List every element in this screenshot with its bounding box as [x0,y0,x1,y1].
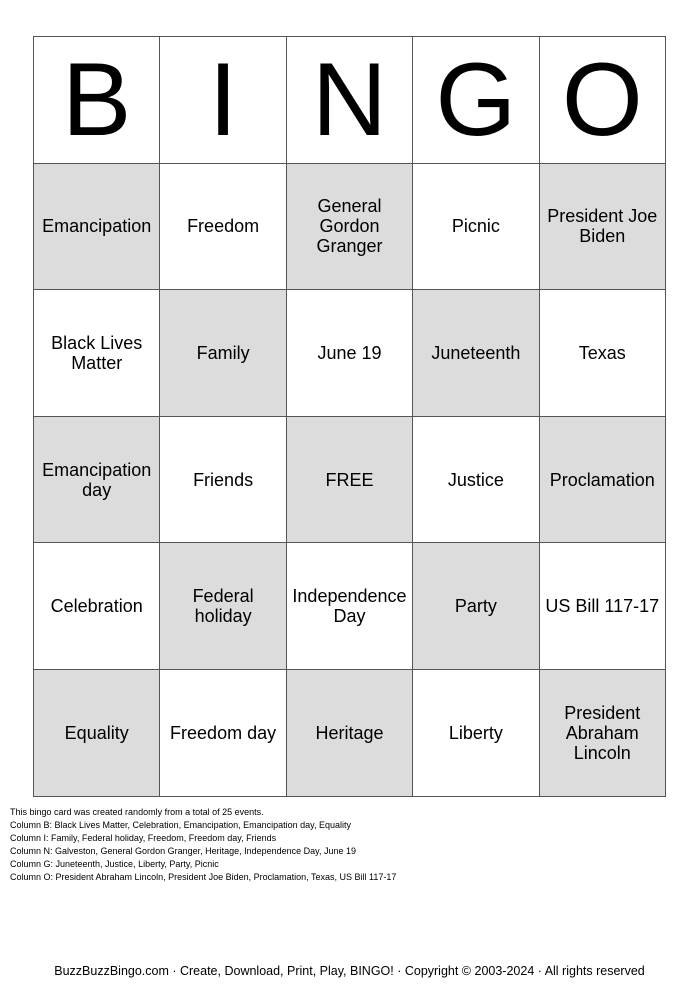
card-row-2 [34,290,666,417]
bingo-cell: Emancipation day [34,416,160,543]
bingo-cell: General Gordon Granger [286,163,412,290]
notes-column-n: Column N: Galveston, General Gordon Granger, Heritage, Independence Day, June 19 [10,846,357,857]
card-row-3 [34,416,666,543]
bingo-cell: Celebration [34,543,160,670]
header-letter-b: B [34,37,160,164]
card-row-5 [34,669,666,796]
bingo-cell: Freedom [160,163,286,290]
bingo-cell: Family [160,290,286,417]
free-space-cell: FREE [286,416,412,543]
bingo-cell: Party [413,543,539,670]
header-letter-o: O [539,37,665,164]
notes-column-i: Column I: Family, Federal holiday, Freedom, Freedom day, Friends [10,833,277,844]
notes-summary: This bingo card was created randomly from a total of 25 events. [10,807,264,817]
bingo-cell: Picnic [413,163,539,290]
site-footer: BuzzBuzzBingo.com · Create, Download, Print, Play, BINGO! · Copyright © 2003-2024 · All rights reserved [54,964,645,978]
bingo-cell: Black Lives Matter [34,290,160,417]
bingo-cell: Liberty [413,669,539,796]
bingo-cell: Emancipation [34,163,160,290]
notes-column-b: Column B: Black Lives Matter, Celebration, Emancipation, Emancipation day, Equality [10,820,352,831]
header-letter-i: I [160,37,286,164]
bingo-cell: Proclamation [539,416,665,543]
bingo-cell: Equality [34,669,160,796]
bingo-cell: US Bill 117-17 [539,543,665,670]
card-notes [10,806,690,885]
bingo-cell: Friends [160,416,286,543]
bingo-cell: Freedom day [160,669,286,796]
notes-column-o: Column O: President Abraham Lincoln, President Joe Biden, Proclamation, Texas, US Bill 117-17 [10,872,397,883]
bingo-card [33,36,666,797]
bingo-cell: Independence Day [286,543,412,670]
card-row-4 [34,543,666,670]
header-letter-g: G [413,37,539,164]
bingo-cell: President Abraham Lincoln [539,669,665,796]
bingo-cell: President Joe Biden [539,163,665,290]
header-letter-n: N [286,37,412,164]
bingo-cell: Texas [539,290,665,417]
card-row-1 [34,163,666,290]
bingo-cell: Justice [413,416,539,543]
header-row [34,37,666,164]
bingo-cell: Federal holiday [160,543,286,670]
bingo-cell: Heritage [286,669,412,796]
bingo-cell: Juneteenth [413,290,539,417]
bingo-cell: June 19 [286,290,412,417]
notes-column-g: Column G: Juneteenth, Justice, Liberty, Party, Picnic [10,859,219,870]
